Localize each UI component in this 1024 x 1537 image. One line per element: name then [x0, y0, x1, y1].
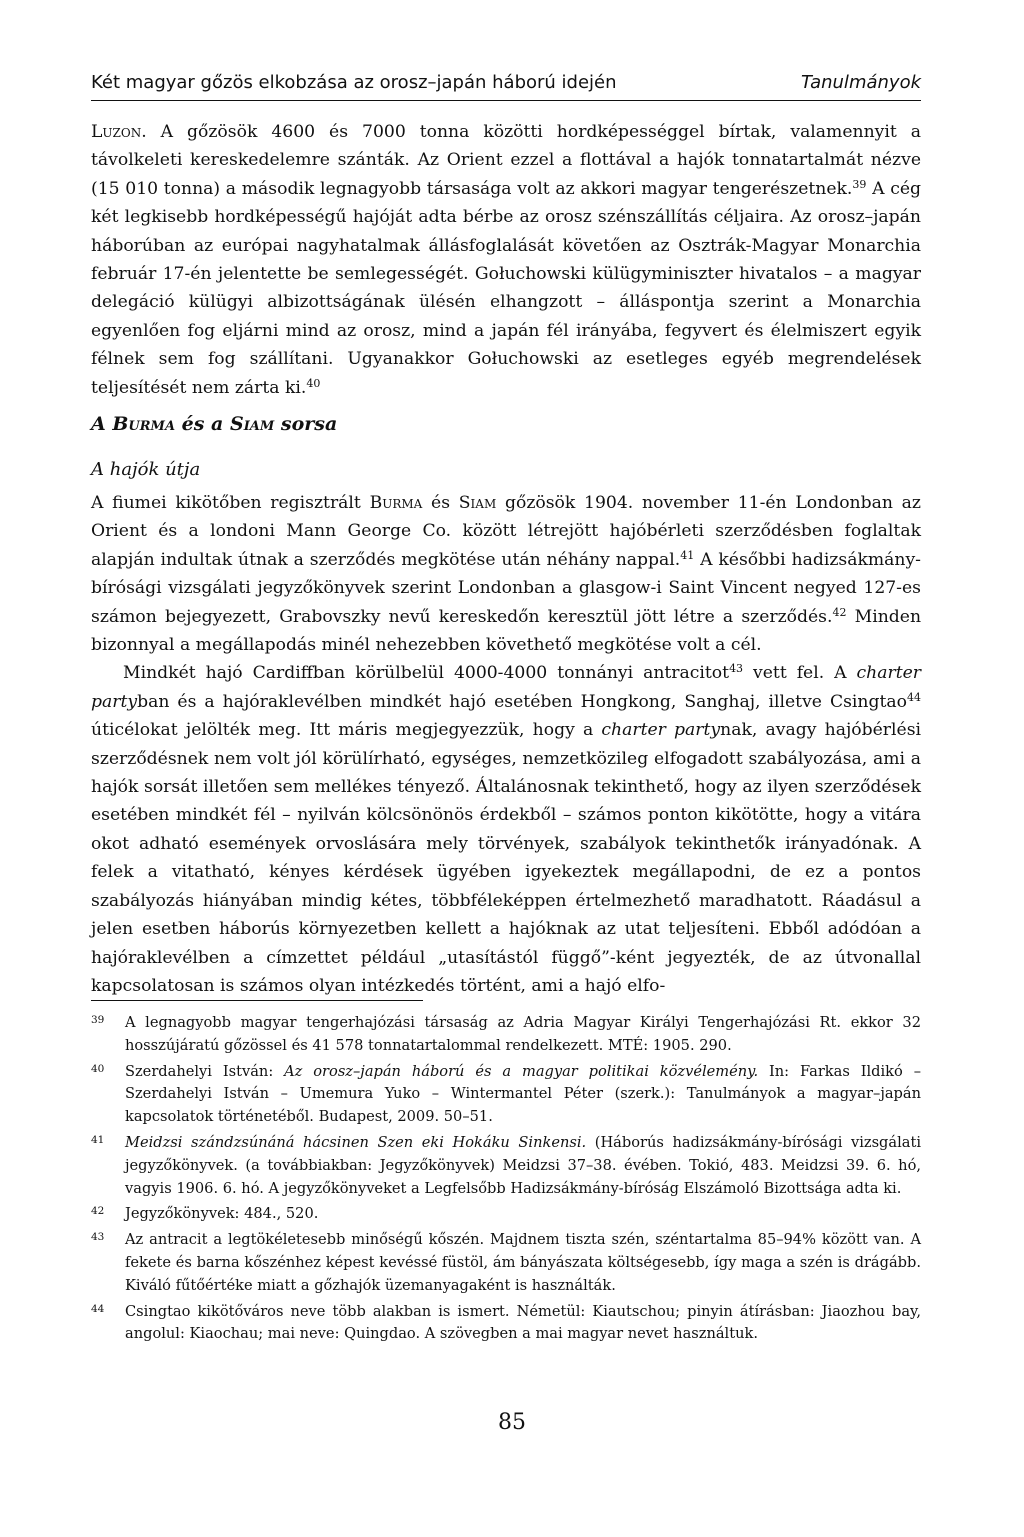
footnote-number: 40 — [91, 1062, 105, 1075]
heading-ship-name: Siam — [230, 413, 275, 435]
footnote-text: (Háborús hadizsákmány-bírósági vizsgálati jegyzőkönyvek. (a továbbiakban: Jegyzőkönyvek) Meidzsi 37–38. évében. Tokió, 483. Meidzsi 39. 6. hó, vagyis 1906. 6. hó. A jegyzőkönyveket a Legfelsőbb Hadizsákmány-bíróság Elszámoló Bizottsága adta ki. — [125, 1133, 921, 1197]
footnote — [91, 1012, 921, 1058]
footnote — [91, 1061, 921, 1129]
footnote-text: A legnagyobb magyar tengerhajózási társaság az Adria Magyar Királyi Tengerhajózási Rt. ekkor 32 hosszújáratú gőzössel és 41 578 tonnatartalommal rendelkezett. MTÉ: 1905. 290. — [125, 1014, 921, 1054]
footnote-separator — [91, 1000, 423, 1001]
footnote — [91, 1229, 921, 1297]
heading-ship-name: Burma — [112, 413, 176, 435]
footnote-number: 44 — [91, 1302, 105, 1315]
footnote-number: 43 — [91, 1231, 105, 1244]
text-run: A cég két legkisebb hordképességű hajóját adta bérbe az orosz szénszállítás céljaira. Az orosz–japán háborúban az európai nagyhatalmak állásfoglalását követően az Osztrák-Magyar Monarchia február 17-én jelentette be semlegességét. Gołuchowski külügyminiszter hivatalos – a magyar delegáció külügyi albizottságának ülésén elhangzott – álláspontja szerint a Monarchia egyenlően fog eljárni mind az orosz, mind a japán fél irányába, fegyvert és élelmiszert egyik félnek sem fog szállítani. Ugyanakkor Gołuchowski az esetleges egyéb megrendelések teljesítését nem zárta ki. — [91, 178, 921, 398]
main-text-block — [91, 489, 921, 1000]
running-head-title: Két magyar gőzös elkobzása az orosz–japán háború idején — [91, 72, 617, 93]
footnote — [91, 1132, 921, 1200]
text-run: úticélokat jelölték meg. Itt máris megjegyezzük, hogy a — [91, 720, 602, 741]
subheading: A hajók útja — [91, 459, 201, 480]
text-run: . A gőzösök 4600 és 7000 tonna közötti hordképességgel bírtak, valamennyit a távolkeleti kereskedelemre szánták. Az Orient ezzel a flottával a hajók tonnatartalmát nézve (15 010 tonna) a második legnagyobb társasága volt az akkori magyar tengerészetnek. — [91, 122, 921, 199]
paragraph — [91, 118, 921, 402]
ship-name: Luzon — [91, 122, 142, 142]
running-head-section: Tanulmányok — [800, 72, 921, 93]
footnote — [91, 1301, 921, 1347]
ship-name: Siam — [458, 493, 497, 513]
footnote-number: 39 — [91, 1014, 105, 1026]
footnote-text: Csingtao kikötőváros neve több alakban is ismert. Németül: Kiautschou; pinyin átírásban: Jiaozhou bay, angolul: Kiaochau; mai neve: Quingdao. A szövegben a mai magyar nevet használtuk. — [125, 1302, 921, 1343]
paragraph — [91, 489, 921, 659]
page-number: 85 — [498, 1410, 526, 1435]
footnote-ref[interactable]: 44 — [907, 690, 921, 704]
footnote-title: Az orosz–japán háború és a magyar politikai közvélemény. — [284, 1062, 759, 1080]
footnote-number: 42 — [91, 1205, 105, 1218]
footnote — [91, 1203, 921, 1226]
paragraph — [91, 659, 921, 1000]
running-head — [91, 68, 921, 101]
text-run: Mindkét hajó Cardiffban körülbelül 4000-4000 tonnányi antracitot — [123, 663, 730, 684]
footnote-text: Szerdahelyi István: — [125, 1062, 285, 1080]
text-run: A későbbi hadizsákmány-bírósági vizsgálati jegyzőkönyvek szerint Londonban a glasgow-i Saint Vincent negyed 127-es számon bejegyezett, Grabovszky nevű kereskedőn keresztül jött létre a szerződés. — [91, 549, 921, 627]
text-run: gőzösök 1904. november 11-én Londonban az Orient és a londoni Mann George Co. között létrejött hajóbérleti szerződésben foglaltak alapján indultak útnak a szerződés megkötése után néhány nappal. — [91, 493, 921, 570]
section-heading — [91, 413, 337, 435]
text-run: és — [422, 493, 459, 513]
footnote-text: Az antracit a legtökéletesebb minőségű kőszén. Majdnem tiszta szén, széntartalma 85–94% között van. A fekete és barna kőszénhez képest kevéssé füstöl, ám bányászata költségesebb, így maga a szén is drágább. Kiváló fűtőértéke miatt a gőzhajók üzemanyagaként is használták. — [125, 1231, 921, 1294]
intro-paragraph-block — [91, 118, 921, 402]
text-run: nak, avagy hajóbérlési szerződésnek nem volt jól körülírható, egységes, nemzetközileg elfogadott szabályozása, ami a hajók sorsát illetően sem mellékes tényező. Általánosnak tekinthető, hogy az ilyen szerződések esetében mindkét fél – nyilván kölcsönönös érdekből – számos ponton kikötötte, hogy a vitára okot adható események orvoslására mely törvények, szabályok tekinthetők irányadónak. A felek a vitatható, kényes kérdések ügyében igyekeztek megállapodni, de ez a pontos szabályozás hiányában mindig kétes, többféleképpen értelmezhető maradhatott. Ráadásul a jelen esetben háborús környezetben kellett a hajóknak az utat teljesíteni. Ebből adódóan a hajóraklevélben a címzettet például „utasítástól függő”-ként jegyezték, de az útvonallal kapcsolatosan is számos olyan intézkedés történt, ami a hajó elfo- — [91, 720, 922, 996]
heading-text: A — [91, 413, 113, 435]
footnote-ref[interactable]: 43 — [729, 662, 744, 676]
footnote-ref[interactable]: 40 — [306, 376, 321, 390]
ship-name: Burma — [369, 493, 423, 513]
text-run: vett fel. A — [743, 663, 857, 684]
text-run: A fiumei kikötőben regisztrált — [91, 493, 370, 513]
heading-text: sorsa — [274, 413, 338, 435]
footnote-title: Meidzsi szándzsúnáná hácsinen Szen eki Hokáku Sinkensi. — [125, 1133, 587, 1151]
footnote-ref[interactable]: 39 — [852, 177, 867, 191]
italic-term: charter party — [91, 663, 921, 712]
footnote-text: In: Farkas Ildikó – Szerdahelyi István – Umemura Yuko – Wintermantel Péter (szerk.): Tanulmányok a magyar–japán kapcsolatok történetéből. Budapest, 2009. 50–51. — [125, 1062, 921, 1126]
footnote-ref[interactable]: 42 — [832, 605, 847, 619]
text-run: ban és a hajóraklevélben mindkét hajó esetében Hongkong, Sanghaj, illetve Csingtao — [137, 691, 907, 712]
heading-text: és a — [175, 413, 230, 435]
footnote-number: 41 — [91, 1133, 105, 1146]
footnote-ref[interactable]: 41 — [680, 548, 695, 562]
italic-term: charter party — [601, 720, 721, 741]
footnote-text: Jegyzőkönyvek: 484., 520. — [125, 1205, 319, 1223]
text-run: Minden bizonnyal a megállapodás minél nehezebben követhető megkötése volt a cél. — [91, 606, 922, 656]
footnotes — [91, 1012, 921, 1349]
